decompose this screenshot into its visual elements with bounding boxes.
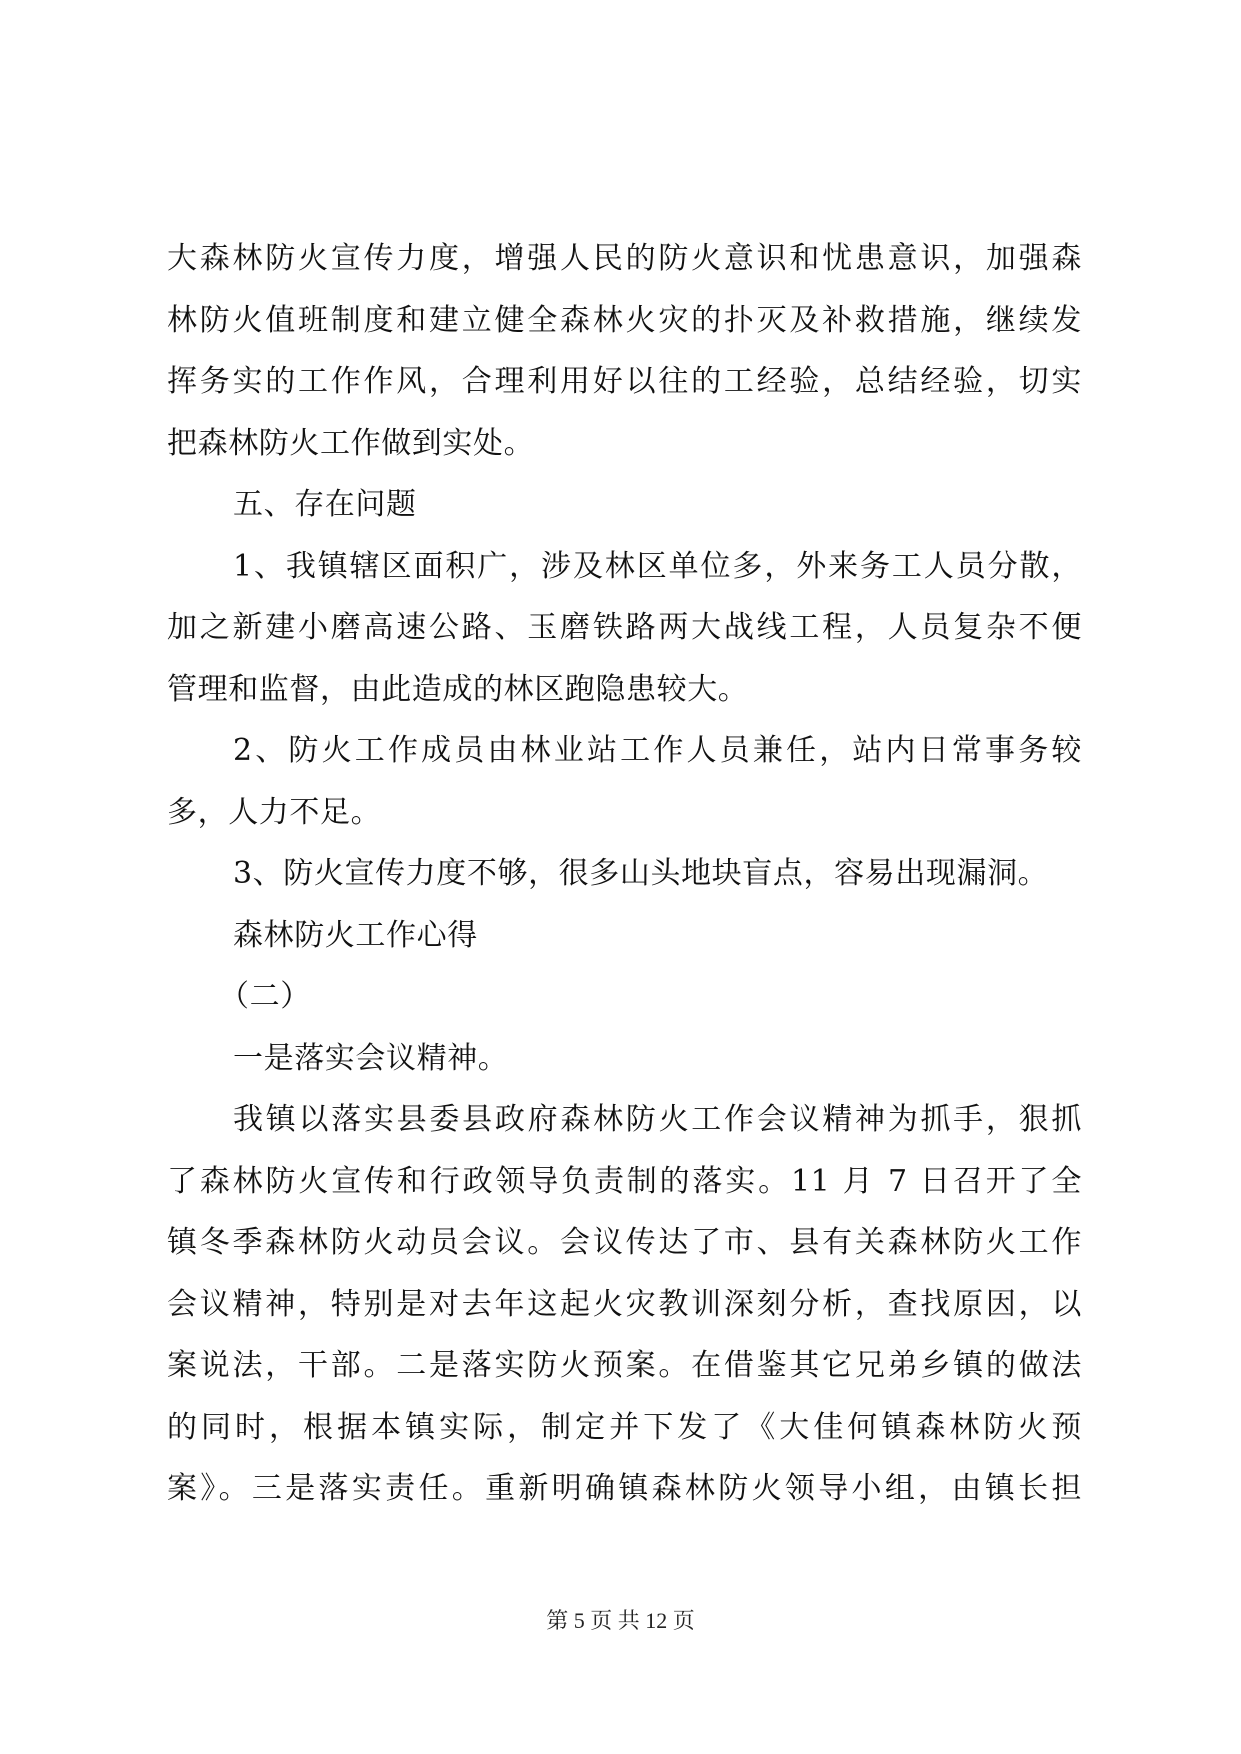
paragraph-line: 加之新建小磨高速公路、玉磨铁路两大战线工程，人员复杂不便 <box>167 610 1082 645</box>
document-body <box>167 228 1082 1520</box>
paragraph-line: 的同时，根据本镇实际，制定并下发了《大佳何镇森林防火预 <box>167 1409 1082 1445</box>
paragraph-line: 会议精神，特别是对去年这起火灾教训深刻分析，查找原因，以 <box>167 1286 1082 1322</box>
paragraph-line: 3、防火宣传力度不够，很多山头地块盲点，容易出现漏洞。 <box>233 856 1049 891</box>
section-number: （二） <box>219 979 311 1014</box>
paragraph-line: 1、我镇辖区面积广，涉及林区单位多，外来务工人员分散， <box>233 548 1082 584</box>
paragraph-line: 挥务实的工作作风，合理利用好以往的工经验，总结经验，切实 <box>167 364 1082 399</box>
section-heading: 五、存在问题 <box>233 487 417 522</box>
page-number-footer: 第 5 页 共 12 页 <box>546 1608 695 1633</box>
paragraph-line: 案》。三是落实责任。重新明确镇森林防火领导小组，由镇长担 <box>167 1471 1082 1506</box>
document-title: 森林防火工作心得 <box>233 917 478 953</box>
paragraph-line: 多，人力不足。 <box>167 794 382 830</box>
paragraph-line: 林防火值班制度和建立健全森林火灾的扑灭及补救措施，继续发 <box>167 302 1082 338</box>
paragraph-line: 管理和监督，由此造成的林区跑隐患较大。 <box>167 671 749 707</box>
section-heading: 一是落实会议精神。 <box>233 1040 509 1076</box>
paragraph-line: 大森林防火宣传力度，增强人民的防火意识和忧患意识，加强森 <box>167 241 1082 276</box>
paragraph-line: 把森林防火工作做到实处。 <box>167 425 535 461</box>
paragraph-line: 镇冬季森林防火动员会议。会议传达了市、县有关森林防火工作 <box>167 1225 1082 1260</box>
paragraph-line: 案说法，干部。二是落实防火预案。在借鉴其它兄弟乡镇的做法 <box>167 1348 1082 1383</box>
paragraph-line: 了森林防火宣传和行政领导负责制的落实。11 月 7 日召开了全 <box>167 1163 1082 1199</box>
paragraph-line: 我镇以落实县委县政府森林防火工作会议精神为抓手，狠抓 <box>233 1102 1082 1137</box>
paragraph-line: 2、防火工作成员由林业站工作人员兼任，站内日常事务较 <box>233 733 1082 768</box>
